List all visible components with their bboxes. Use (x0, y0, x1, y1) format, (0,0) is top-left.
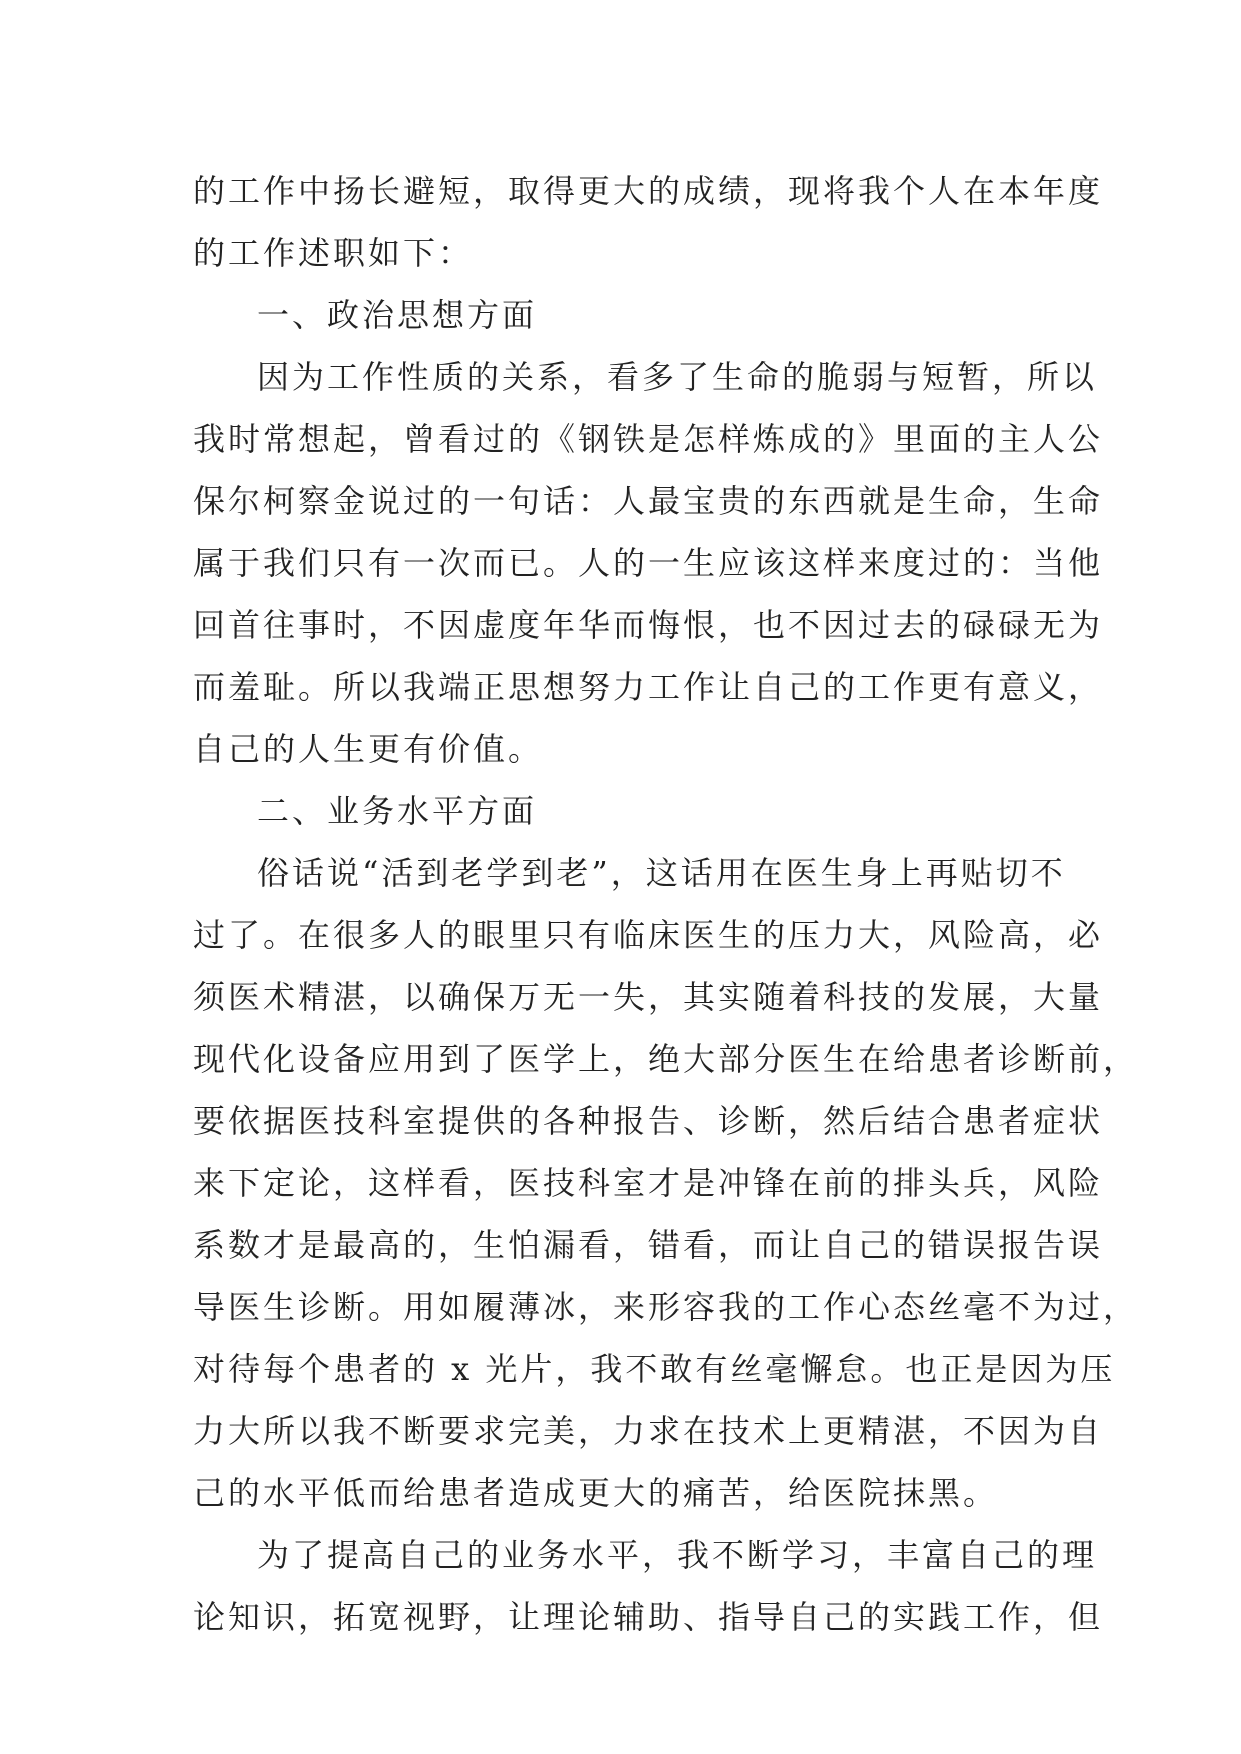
text-line: 对待每个患者的 x 光片，我不敢有丝毫懈怠。也正是因为压 (193, 1350, 1116, 1388)
text-line: 来下定论，这样看，医技科室才是冲锋在前的排头兵，风险 (193, 1164, 1104, 1202)
text-line: 过了。在很多人的眼里只有临床医生的压力大，风险高，必 (193, 916, 1104, 954)
text-line: 而羞耻。所以我端正思想努力工作让自己的工作更有意义， (193, 668, 1104, 706)
section-heading-business: 二、业务水平方面 (257, 792, 538, 830)
text-line: 属于我们只有一次而已。人的一生应该这样来度过的：当他 (193, 544, 1104, 582)
text-line: 保尔柯察金说过的一句话：人最宝贵的东西就是生命，生命 (193, 482, 1104, 520)
text-line: 我时常想起，曾看过的《钢铁是怎样炼成的》里面的主人公 (193, 420, 1104, 458)
text-line: 己的水平低而给患者造成更大的痛苦，给医院抹黑。 (193, 1474, 999, 1512)
text-line: 导医生诊断。用如履薄冰，来形容我的工作心态丝毫不为过， (193, 1288, 1139, 1326)
text-line: 的工作中扬长避短，取得更大的成绩，现将我个人在本年度 (193, 172, 1104, 210)
document-body (193, 160, 1139, 1648)
text-line: 须医术精湛，以确保万无一失，其实随着科技的发展，大量 (193, 978, 1104, 1016)
text-line: 力大所以我不断要求完美，力求在技术上更精湛，不因为自 (193, 1412, 1104, 1450)
text-line: 现代化设备应用到了医学上，绝大部分医生在给患者诊断前， (193, 1040, 1139, 1078)
text-line: 自己的人生更有价值。 (193, 730, 544, 768)
text-line: 的工作述职如下： (193, 234, 474, 272)
text-line: 因为工作性质的关系，看多了生命的脆弱与短暂，所以 (257, 358, 1098, 396)
text-line: 为了提高自己的业务水平，我不断学习，丰富自己的理 (257, 1536, 1098, 1574)
text-line: 论知识，拓宽视野，让理论辅助、指导自己的实践工作，但 (193, 1598, 1104, 1636)
text-line: 俗话说“活到老学到老”，这话用在医生身上再贴切不 (257, 854, 1066, 892)
text-line: 回首往事时，不因虚度年华而悔恨，也不因过去的碌碌无为 (193, 606, 1104, 644)
text-line: 系数才是最高的，生怕漏看，错看，而让自己的错误报告误 (193, 1226, 1104, 1264)
text-line: 要依据医技科室提供的各种报告、诊断，然后结合患者症状 (193, 1102, 1104, 1140)
section-heading-political: 一、政治思想方面 (257, 296, 538, 334)
